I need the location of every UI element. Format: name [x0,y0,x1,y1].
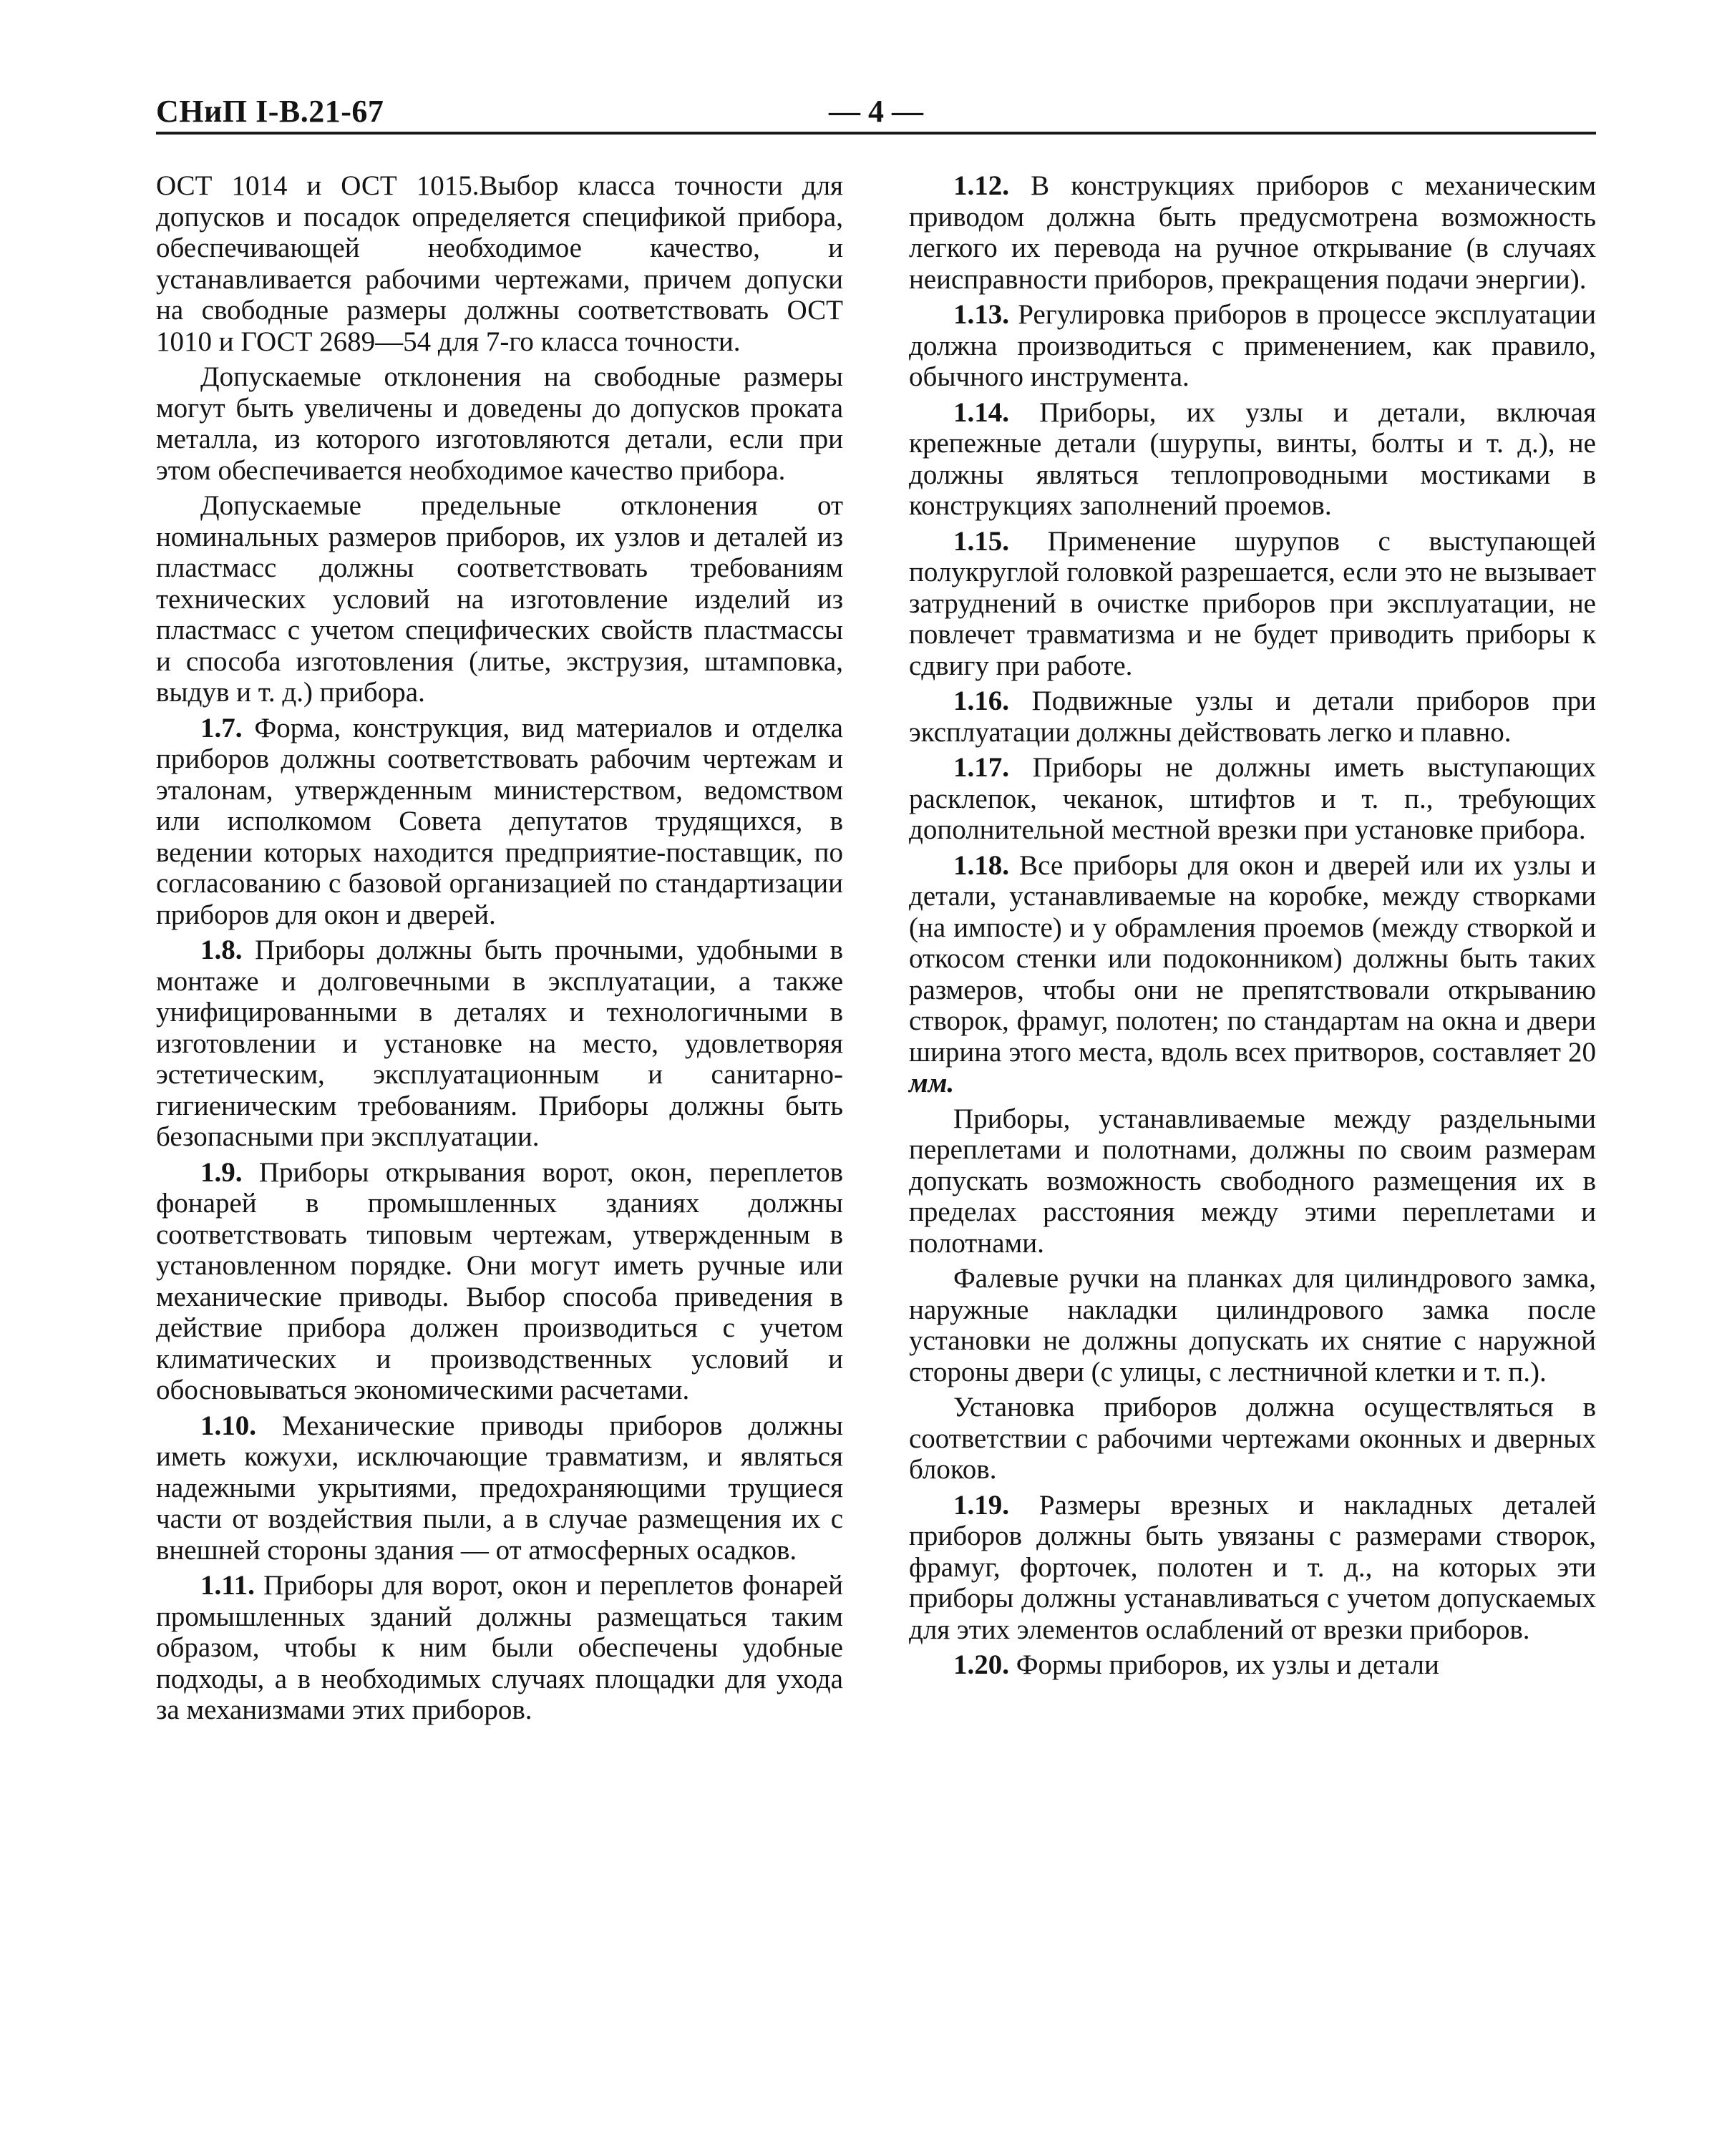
clause-number: 1.11. [200,1570,255,1601]
running-header [156,84,1596,135]
paragraph [909,397,1596,522]
clause-number: 1.15. [953,525,1009,557]
paragraph-text: Установка приборов должна осуществляться в соответствии с рабочими чертежами оконных и дверных блоков. [909,1392,1596,1485]
clause-number: 1.7. [200,712,243,743]
paragraph [156,1570,843,1726]
clause-number: 1.16. [953,686,1009,716]
paragraph [909,170,1596,295]
paragraph-text: Приборы открывания ворот, окон, переплетов фонарей в промышленных зданиях должны соответствовать типовым чертежам, утвержденным в установленном порядке. Они могут иметь ручные или механические приводы. Выбор способа приведения в действие прибора должен производиться с учетом климатических и производственных условий и обосновываться экономическими расчетами. [156,1156,843,1405]
paragraph-text: Форма, конструкция, вид материалов и отделка приборов должны соответствовать рабочим чертежам и эталонам, утвержденным министерством, ведомством или исполкомом Совета депутатов трудящихся, в ведении которых находится предприятие-поставщик, по согласованию с базовой организацией по стандартизации приборов для окон и дверей. [156,712,843,930]
paragraph [909,850,1596,1099]
paragraph-text: Все приборы для окон и дверей или их узлы и детали, устанавливаемые на коробке, между створками (на импосте) и у обрамления проемов (между створкой и откосом стенки или подоконником) должны быть таких размеров, чтобы они не препятствовали открыванию створок, фрамуг, полотен; по стандартам на окна и двери ширина этого места, вдоль всех притворов, составляет 20 [909,849,1597,1068]
page-number: — 4 — [829,94,923,129]
paragraph-text: Допускаемые отклонения на свободные размеры могут быть увеличены и доведены до допусков проката металла, из которого изготовляются детали, если при этом обеспечивается необходимое качество прибора. [156,361,843,486]
paragraph [909,686,1596,748]
paragraph-text: Фалевые ручки на планках для цилиндрового замка, наружные накладки цилиндрового замка после установки не должны допускать их снятие с наружной стороны двери (с улицы, с лестничной клетки и т. п.). [909,1263,1596,1387]
paragraph [156,361,843,486]
paragraph [909,1392,1596,1486]
clause-number: 1.9. [200,1156,243,1188]
clause-number: 1.18. [953,849,1009,881]
left-column [156,170,843,1730]
clause-number: 1.13. [953,299,1009,330]
clause-number: 1.17. [953,752,1009,783]
paragraph-text: Формы приборов, их узлы и детали [1016,1649,1439,1680]
clause-number: 1.12. [953,170,1009,201]
clause-number: 1.10. [200,1410,256,1441]
paragraph [156,1410,843,1566]
right-column [909,170,1596,1730]
clause-number: 1.19. [953,1489,1009,1521]
paragraph-text: Приборы для ворот, окон и переплетов фонарей промышленных зданий должны размещаться таким образом, чтобы к ним были обеспечены удобные подходы, а в необходимых случаях площадки для ухода за механизмами этих приборов. [156,1570,844,1725]
paragraph [156,490,843,708]
paragraph [909,1103,1596,1259]
clause-number: 1.20. [953,1649,1009,1680]
paragraph [156,935,843,1153]
paragraph-text: Применение шурупов с выступающей полукруглой головкой разрешается, если это не вызывает затруднений в очистке приборов при эксплуатации, не повлечет травматизма и не будет приводить приборы к сдвигу при работе. [909,525,1597,681]
unit-label: мм. [909,1068,955,1098]
paragraph-text: Подвижные узлы и детали приборов при эксплуатации должны действовать легко и плавно. [909,686,1596,748]
paragraph-text: Приборы, устанавливаемые между раздельными переплетами и полотнами, должны по своим размерам допускать возможность свободного размещения их в пределах расстояния между этими переплетами и полотнами. [909,1103,1596,1259]
clause-number: 1.8. [200,935,243,965]
paragraph-text: Механические приводы приборов должны иметь кожухи, исключающие травматизм, и являться надежными укрытиями, предохраняющими трущиеся части от воздействия пыли, а в случае размещения их с внешней стороны здания — от атмосферных осадков. [156,1410,843,1566]
paragraph [909,752,1596,846]
paragraph-text: Приборы не должны иметь выступающих расклепок, чеканок, штифтов и т. п., требующих дополнительной местной врезки при установке прибора. [909,752,1596,845]
paragraph [909,526,1596,682]
paragraph [909,299,1596,393]
paragraph-text: Размеры врезных и накладных деталей приборов должны быть увязаны с размерами створок, фрамуг, форточек, полотен и т. д., на которых эти приборы должны устанавливаться с учетом допускаемых для этих элементов ослаблений от врезки приборов. [909,1489,1596,1645]
paragraph-text: Регулировка приборов в процессе эксплуатации должна производиться с применением, как правило, обычного инструмента. [909,299,1596,392]
paragraph [156,713,843,931]
paragraph [909,1490,1596,1646]
paragraph-text: Приборы должны быть прочными, удобными в монтаже и долговечными в эксплуатации, а также унифицированными в деталях и технологичными в изготовлении и установке на место, удовлетворяя эстетическим, эксплуатационным и санитарно-гигиеническим требованиям. Приборы должны быть безопасными при эксплуатации. [156,935,843,1152]
paragraph-text: Приборы, их узлы и детали, включая крепежные детали (шурупы, винты, болты и т. д.), не должны являться теплопроводными мостиками в конструкциях заполнений проемов. [909,396,1597,521]
paragraph-text: В конструкциях приборов с механическим приводом должна быть предусмотрена возможность легкого их перевода на ручное открывание (в случаях неисправности приборов, прекращения подачи энергии). [909,170,1597,295]
header-rule [156,132,1596,135]
paragraph-text: ОСТ 1014 и ОСТ 1015.Выбор класса точности для допусков и посадок определяется спецификой прибора, обеспечивающей необходимое качество, и устанавливается рабочими чертежами, причем допуски на свободные размеры должны соответствовать ОСТ 1010 и ГОСТ 2689—54 для 7-го класса точности. [156,170,843,357]
document-code: СНиП I-В.21-67 [156,94,384,129]
paragraph-text: Допускаемые предельные отклонения от номинальных размеров приборов, их узлов и деталей из пластмасс должны соответствовать требованиям технических условий на изготовление изделий из пластмасс с учетом специфических свойств пластмассы и способа изготовления (литье, экструзия, штамповка, выдув и т. д.) прибора. [156,490,843,708]
clause-number: 1.14. [953,396,1009,428]
paragraph [156,1157,843,1406]
paragraph [156,170,843,357]
text-columns [156,170,1596,1730]
document-page [156,84,1596,2088]
paragraph [909,1263,1596,1387]
paragraph [909,1649,1596,1681]
